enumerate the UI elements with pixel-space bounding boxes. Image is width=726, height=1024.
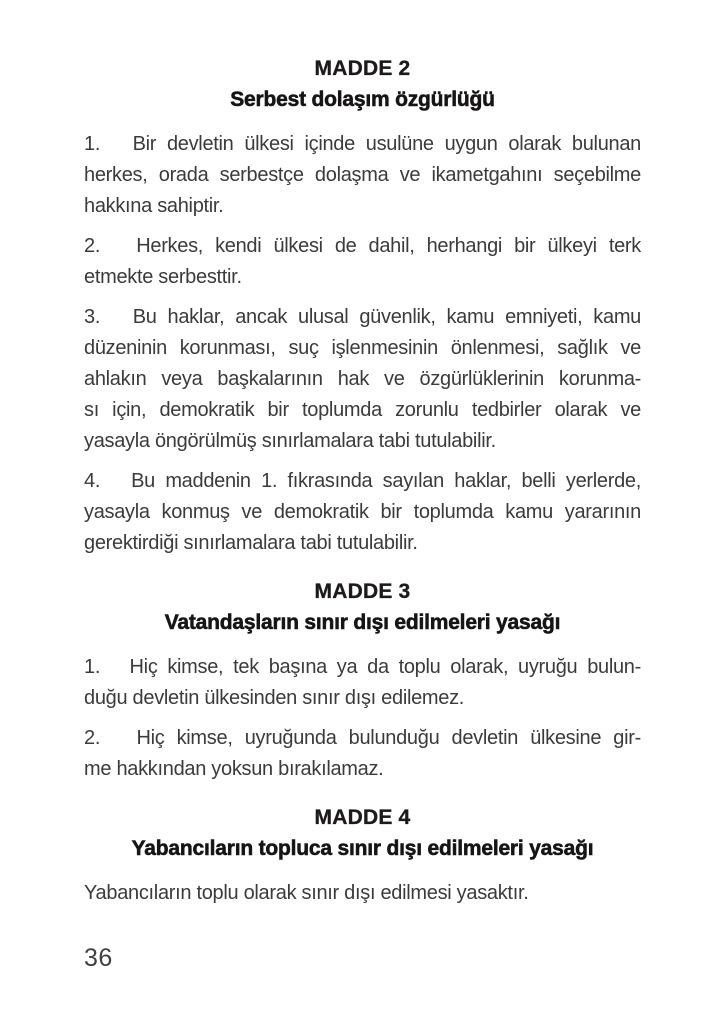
paragraph-line: 1. Hiç kimse, tek başına ya da toplu olarak, uyruğu bulun- bbox=[84, 656, 641, 678]
article-section bbox=[84, 805, 641, 909]
paragraph-line: 1. Bir devletin ülkesi içinde usulüne uygun olarak bulunan bbox=[84, 133, 641, 155]
paragraph bbox=[84, 466, 641, 559]
paragraph-line: 3. Bu haklar, ancak ulusal güvenlik, kamu emniyeti, kamu bbox=[84, 306, 641, 328]
page-content bbox=[84, 56, 641, 909]
page-number: 36 bbox=[84, 944, 113, 972]
paragraph bbox=[84, 129, 641, 222]
paragraph-line: 2. Herkes, kendi ülkesi de dahil, herhangi bir ülkeyi terk bbox=[84, 235, 641, 257]
paragraph-line: duğu devletin ülkesinden sınır dışı edilemez. bbox=[84, 687, 465, 709]
paragraph-line: 2. Hiç kimse, uyruğunda bulunduğu devletin ülkesine gir- bbox=[84, 727, 641, 749]
paragraph-line: hakkına sahiptir. bbox=[84, 195, 224, 217]
article-number-heading: MADDE 2 bbox=[314, 57, 411, 80]
article-title-heading: Vatandaşların sınır dışı edilmeleri yasağı bbox=[164, 611, 561, 634]
article-number-heading: MADDE 4 bbox=[314, 806, 411, 829]
paragraph-line: Yabancıların toplu olarak sınır dışı edilmesi yasaktır. bbox=[84, 882, 529, 904]
article-section bbox=[84, 579, 641, 785]
paragraph-line: yasayla konmuş ve demokratik bir toplumda kamu yararının bbox=[84, 501, 641, 523]
article-title-heading: Yabancıların topluca sınır dışı edilmeleri yasağı bbox=[131, 837, 594, 860]
paragraph-line: 4. Bu maddenin 1. fıkrasında sayılan haklar, belli yerlerde, bbox=[84, 470, 641, 492]
article-section bbox=[84, 56, 641, 559]
paragraph-line: gerektirdiği sınırlamalara tabi tutulabilir. bbox=[84, 532, 418, 554]
paragraph-line: ahlakın veya başkalarının hak ve özgürlüklerinin korunma- bbox=[84, 368, 641, 390]
article-title-heading: Serbest dolaşım özgürlüğü bbox=[230, 88, 495, 111]
paragraph bbox=[84, 652, 641, 714]
paragraph bbox=[84, 723, 641, 785]
paragraph-line: me hakkından yoksun bırakılamaz. bbox=[84, 758, 384, 780]
paragraph bbox=[84, 878, 641, 909]
paragraph-line: düzeninin korunması, suç işlenmesinin önlenmesi, sağlık ve bbox=[84, 337, 641, 359]
paragraph-line: yasayla öngörülmüş sınırlamalara tabi tutulabilir. bbox=[84, 430, 496, 452]
paragraph bbox=[84, 302, 641, 457]
article-number-heading: MADDE 3 bbox=[314, 580, 411, 603]
paragraph bbox=[84, 231, 641, 293]
paragraph-line: herkes, orada serbestçe dolaşma ve ikametgahını seçebilme bbox=[84, 164, 641, 186]
paragraph-line: sı için, demokratik bir toplumda zorunlu tedbirler olarak ve bbox=[84, 399, 641, 421]
paragraph-line: etmekte serbesttir. bbox=[84, 266, 242, 288]
